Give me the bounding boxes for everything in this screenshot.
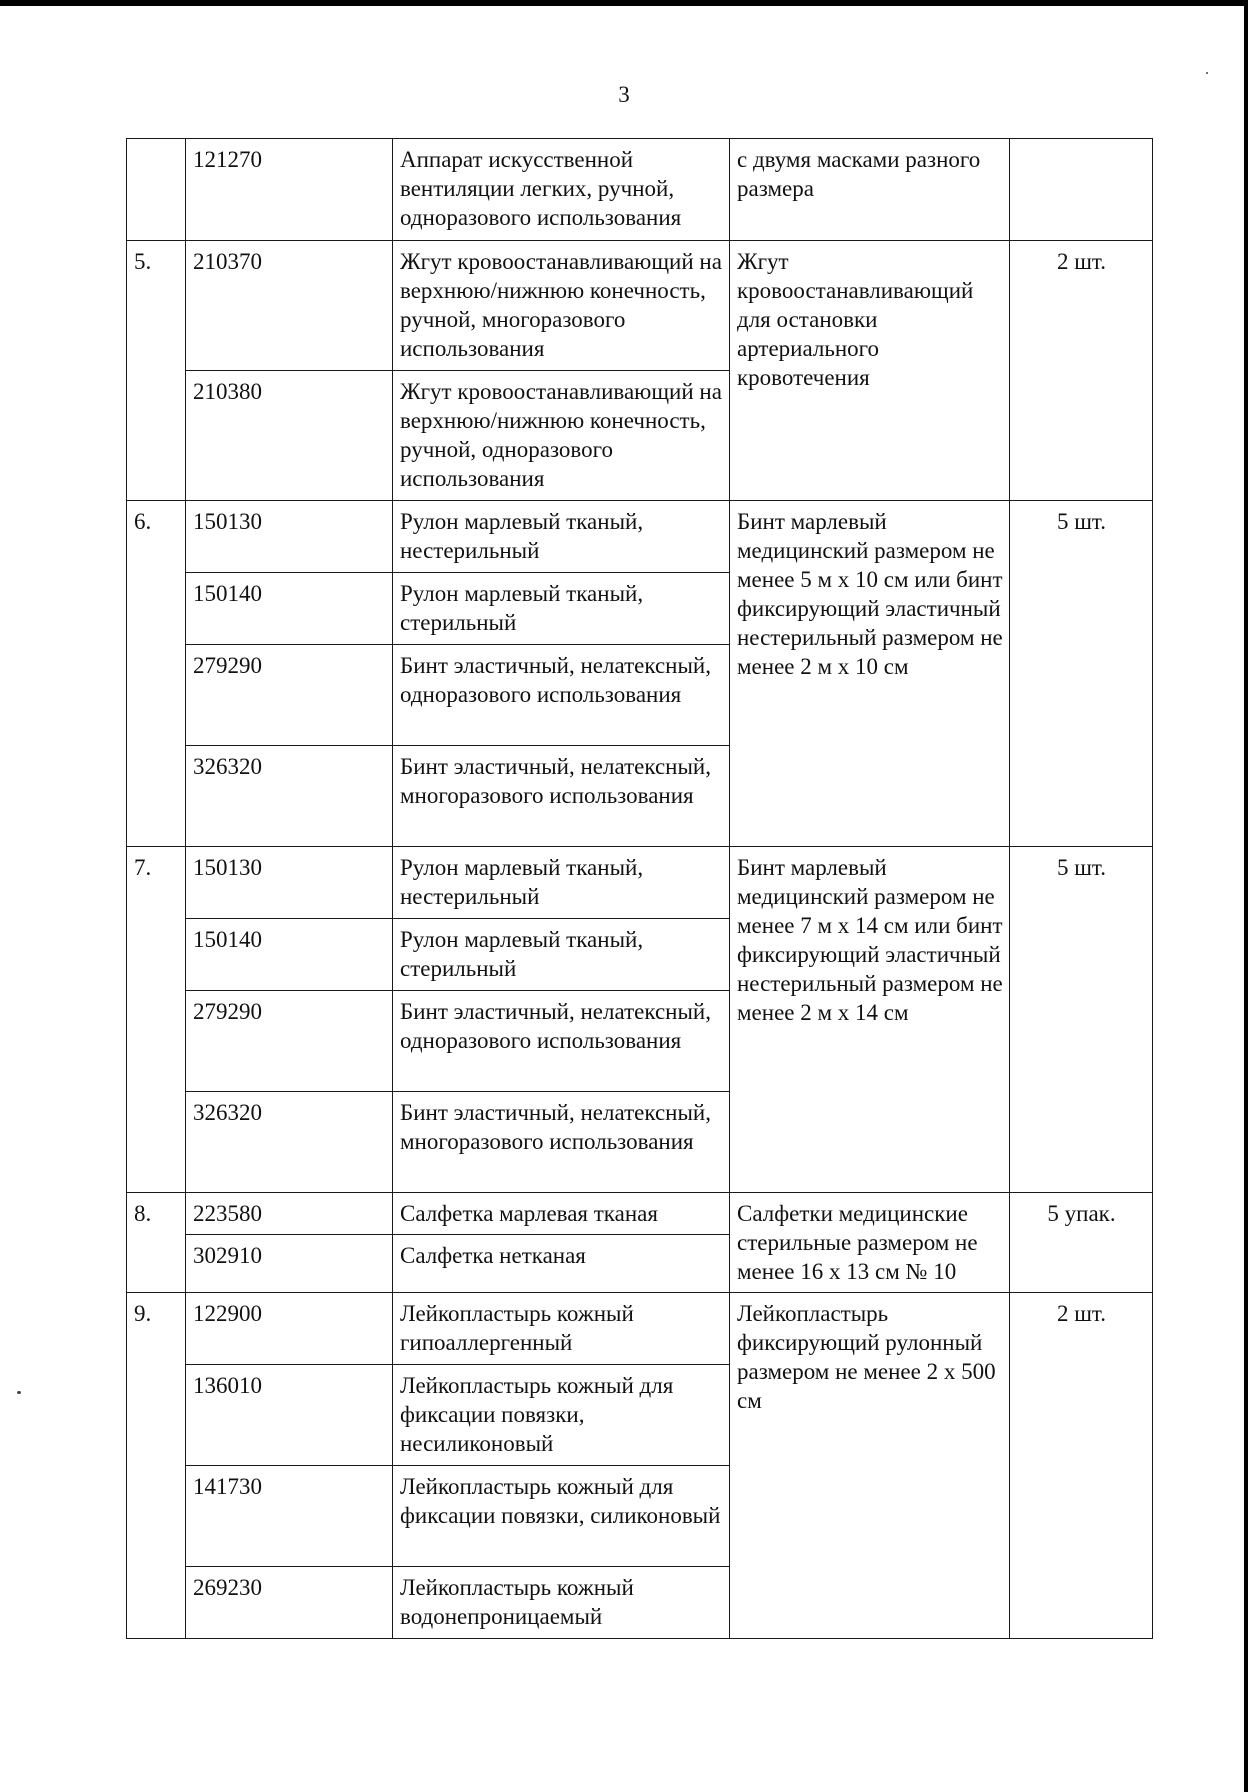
- product-name: Рулон марлевый тканый, нестерильный: [393, 501, 730, 573]
- page-number: 3: [618, 82, 630, 107]
- table-row: [127, 241, 1153, 371]
- product-name: Лейкопластырь кожный водонепроницаемый: [393, 1567, 730, 1639]
- product-name: Жгут кровоостанавливающий на верхнюю/нижнюю конечность, ручной, одноразового использования: [393, 371, 730, 501]
- product-code: 269230: [186, 1567, 393, 1639]
- product-name: Аппарат искусственной вентиляции легких, ручной, одноразового использования: [393, 139, 730, 241]
- product-description: Бинт марлевый медицинский размером не менее 5 м х 10 см или бинт фиксирующий эластичный нестерильный размером не менее 2 м х 10 см: [730, 501, 1010, 847]
- product-code: 223580: [186, 1193, 393, 1235]
- product-name: Рулон марлевый тканый, нестерильный: [393, 847, 730, 919]
- product-code: 326320: [186, 746, 393, 847]
- product-name: Лейкопластырь кожный гипоаллергенный: [393, 1293, 730, 1365]
- product-description: Лейкопластырь фиксирующий рулонный размером не менее 2 х 500 см: [730, 1293, 1010, 1639]
- item-number: 8.: [127, 1193, 186, 1293]
- product-code: 210370: [186, 241, 393, 371]
- item-number: 6.: [127, 501, 186, 847]
- product-name: Рулон марлевый тканый, стерильный: [393, 573, 730, 645]
- product-name: Салфетка марлевая тканая: [393, 1193, 730, 1235]
- table-row: [127, 1293, 1153, 1365]
- item-number: [127, 139, 186, 241]
- product-code: 279290: [186, 991, 393, 1092]
- product-code: 326320: [186, 1092, 393, 1193]
- product-name: Лейкопластырь кожный для фиксации повязки, силиконовый: [393, 1466, 730, 1567]
- quantity: 2 шт.: [1010, 1293, 1153, 1639]
- scan-speck: [1206, 72, 1208, 74]
- product-code: 150140: [186, 919, 393, 991]
- product-code: 150130: [186, 847, 393, 919]
- scan-frame-right: [1244, 0, 1248, 1792]
- product-name: Салфетка нетканая: [393, 1235, 730, 1293]
- quantity: 5 шт.: [1010, 847, 1153, 1193]
- product-name: Бинт эластичный, нелатексный, многоразового использования: [393, 746, 730, 847]
- product-name: Лейкопластырь кожный для фиксации повязки, несиликоновый: [393, 1365, 730, 1466]
- product-description: с двумя масками разного размера: [730, 139, 1010, 241]
- product-name: Бинт эластичный, нелатексный, одноразового использования: [393, 991, 730, 1092]
- product-code: 121270: [186, 139, 393, 241]
- table-row: [127, 139, 1153, 241]
- quantity: 5 шт.: [1010, 501, 1153, 847]
- product-description: Салфетки медицинские стерильные размером не менее 16 х 13 см № 10: [730, 1193, 1010, 1293]
- product-code: 141730: [186, 1466, 393, 1567]
- quantity: 5 упак.: [1010, 1193, 1153, 1293]
- product-name: Рулон марлевый тканый, стерильный: [393, 919, 730, 991]
- quantity: 2 шт.: [1010, 241, 1153, 501]
- product-code: 122900: [186, 1293, 393, 1365]
- item-number: 7.: [127, 847, 186, 1193]
- item-number: 9.: [127, 1293, 186, 1639]
- product-code: 210380: [186, 371, 393, 501]
- product-name: Жгут кровоостанавливающий на верхнюю/нижнюю конечность, ручной, многоразового использования: [393, 241, 730, 371]
- product-name: Бинт эластичный, нелатексный, одноразового использования: [393, 645, 730, 746]
- product-code: 150140: [186, 573, 393, 645]
- table-row: [127, 501, 1153, 573]
- product-description: Бинт марлевый медицинский размером не менее 7 м х 14 см или бинт фиксирующий эластичный нестерильный размером не менее 2 м х 14 см: [730, 847, 1010, 1193]
- equipment-table: [126, 138, 1153, 1639]
- quantity: [1010, 139, 1153, 241]
- product-name: Бинт эластичный, нелатексный, многоразового использования: [393, 1092, 730, 1193]
- product-code: 136010: [186, 1365, 393, 1466]
- item-number: 5.: [127, 241, 186, 501]
- product-code: 279290: [186, 645, 393, 746]
- table-row: [127, 1193, 1153, 1235]
- scan-frame-top: [0, 0, 1248, 6]
- product-description: Жгут кровоостанавливающий для остановки артериального кровотечения: [730, 241, 1010, 501]
- product-code: 302910: [186, 1235, 393, 1293]
- table-row: [127, 847, 1153, 919]
- product-code: 150130: [186, 501, 393, 573]
- scan-speck: [17, 1391, 21, 1394]
